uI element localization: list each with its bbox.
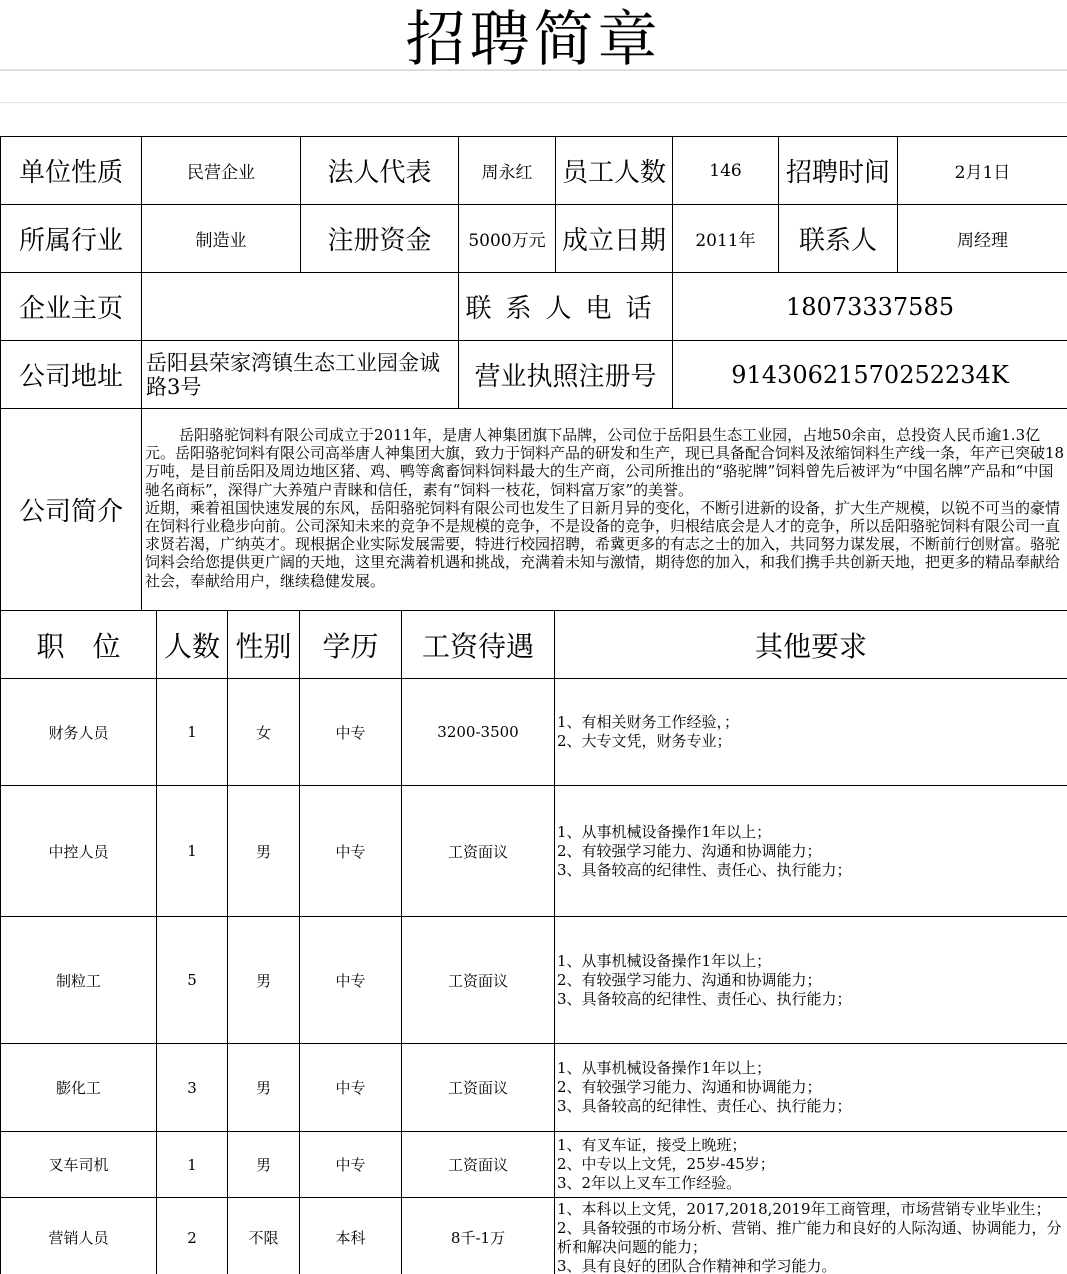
job-salary: 8千-1万 — [402, 1198, 555, 1274]
table-row — [1, 786, 1067, 917]
job-requirements — [555, 1044, 1067, 1132]
address-value: 岳阳县荣家湾镇生态工业园金诚路3号 — [142, 341, 459, 409]
job-gender: 男 — [228, 1132, 300, 1198]
job-education: 本科 — [300, 1198, 402, 1274]
job-salary: 工资面议 — [402, 917, 555, 1044]
job-gender: 男 — [228, 917, 300, 1044]
job-count: 1 — [157, 679, 228, 786]
job-count: 3 — [157, 1044, 228, 1132]
requirement-line: 3、具备较高的纪律性、责任心、执行能力； — [557, 860, 852, 879]
job-count: 1 — [157, 786, 228, 917]
hiring-time-value: 2月1日 — [898, 137, 1067, 205]
requirement-line: 1、从事机械设备操作1年以上； — [557, 822, 772, 841]
job-requirements — [555, 1132, 1067, 1198]
requirement-line: 2、有较强学习能力、沟通和协调能力； — [557, 970, 822, 989]
requirement-line: 2、中专以上文凭，25岁-45岁； — [557, 1155, 775, 1173]
intro-paragraph-1: 岳阳骆驼饲料有限公司成立于2011年，是唐人神集团旗下品牌，公司位于岳阳县生态工业园，占地50余亩，总投资人民币逾1.3亿元。岳阳骆驼饲料有限公司高举唐人神集团大旗，致力于饲料产品的研发和生产，现已具备配合饲料及浓缩饲料生产线一条，年产已突破18万吨，是目前岳阳及周边地区猪、鸡、鸭等禽畜饲料饲料最大的生产商，公司所推出的“骆驼牌”饲料曾先后被评为“中国名牌”产品和“中国驰名商标”，深得广大养殖户青睐和信任，素有“饲料一枝花，饲料富万家”的美誉。 — [145, 426, 1065, 499]
staff-label: 员工人数 — [556, 137, 673, 205]
table-row — [1, 917, 1067, 1044]
header-count: 人数 — [157, 611, 228, 679]
header-position: 职 位 — [1, 611, 157, 679]
job-salary: 工资面议 — [402, 1044, 555, 1132]
job-requirements — [555, 1198, 1067, 1274]
page-title: 招聘简章 — [0, 0, 1067, 71]
requirement-line: 1、有相关财务工作经验，； — [557, 713, 740, 731]
company-info-table — [0, 136, 1067, 611]
hiring-time-label: 招聘时间 — [779, 137, 898, 205]
job-position: 营销人员 — [1, 1198, 157, 1274]
job-requirements — [555, 786, 1067, 917]
header-other: 其他要求 — [555, 611, 1067, 679]
contact-label: 联系人 — [779, 205, 898, 273]
founded-value: 2011年 — [673, 205, 779, 273]
job-position: 财务人员 — [1, 679, 157, 786]
job-salary: 工资面议 — [402, 786, 555, 917]
sheet-gridline — [0, 102, 1067, 103]
job-count: 5 — [157, 917, 228, 1044]
job-education: 中专 — [300, 1044, 402, 1132]
job-requirements — [555, 679, 1067, 786]
requirement-line: 1、有叉车证，接受上晚班； — [557, 1136, 747, 1154]
requirement-line: 2、具备较强的市场分析、营销、推广能力和良好的人际沟通、协调能力，分析和解决问题的能力； — [557, 1218, 1062, 1256]
job-gender: 女 — [228, 679, 300, 786]
job-education: 中专 — [300, 917, 402, 1044]
phone-label: 联系人电话 — [459, 273, 673, 341]
job-position: 中控人员 — [1, 786, 157, 917]
requirement-line: 3、2年以上叉车工作经验。 — [557, 1174, 742, 1192]
intro-label: 公司简介 — [1, 409, 142, 611]
job-gender: 不限 — [228, 1198, 300, 1274]
job-count: 2 — [157, 1198, 228, 1274]
sheet-gridline — [0, 69, 1067, 70]
job-position: 制粒工 — [1, 917, 157, 1044]
address-label: 公司地址 — [1, 341, 142, 409]
job-salary: 3200-3500 — [402, 679, 555, 786]
homepage-value[interactable] — [142, 273, 459, 341]
phone-value: 18073337585 — [673, 273, 1067, 341]
job-requirements — [555, 917, 1067, 1044]
intro-paragraph-2: 近期，乘着祖国快速发展的东风，岳阳骆驼饲料有限公司也发生了日新月异的变化，不断引进新的设备，扩大生产规模，以锐不可当的豪情在饲料行业稳步向前。公司深知未来的竞争不是规模的竞争，不是设备的竞争，归根结底会是人才的竞争，所以岳阳骆驼饲料有限公司一直求贤若渴，广纳英才。现根据企业实际发展需要，特进行校园招聘，希冀更多的有志之士的加入，共同努力谋发展，不断前行创财富。骆驼饲料会给您提供更广阔的天地，这里充满着机遇和挑战，充满着未知与激情，期待您的加入，和我们携手共创新天地，把更多的精品奉献给社会，奉献给用户，继续稳健发展。 — [145, 498, 1061, 590]
job-gender: 男 — [228, 1044, 300, 1132]
founded-label: 成立日期 — [556, 205, 673, 273]
license-value: 91430621570252234K — [673, 341, 1067, 409]
job-education: 中专 — [300, 679, 402, 786]
job-salary: 工资面议 — [402, 1132, 555, 1198]
requirement-line: 1、本科以上文凭，2017,2018,2019年工商管理，市场营销专业毕业生； — [557, 1199, 1051, 1218]
job-position: 膨化工 — [1, 1044, 157, 1132]
intro-text — [142, 409, 1067, 611]
table-row — [1, 679, 1067, 786]
job-education: 中专 — [300, 1132, 402, 1198]
nature-label: 单位性质 — [1, 137, 142, 205]
license-label: 营业执照注册号 — [459, 341, 673, 409]
contact-value: 周经理 — [898, 205, 1067, 273]
staff-value: 146 — [673, 137, 779, 205]
capital-value: 5000万元 — [459, 205, 556, 273]
job-education: 中专 — [300, 786, 402, 917]
nature-value: 民营企业 — [142, 137, 301, 205]
header-salary: 工资待遇 — [402, 611, 555, 679]
header-education: 学历 — [300, 611, 402, 679]
jobs-table — [0, 610, 1067, 1274]
legal-rep-label: 法人代表 — [301, 137, 459, 205]
table-row — [1, 1132, 1067, 1198]
job-count: 1 — [157, 1132, 228, 1198]
table-row — [1, 1198, 1067, 1274]
industry-value: 制造业 — [142, 205, 301, 273]
table-row — [1, 1044, 1067, 1132]
job-gender: 男 — [228, 786, 300, 917]
requirement-line: 1、从事机械设备操作1年以上； — [557, 951, 772, 970]
requirement-line: 3、具备较高的纪律性、责任心、执行能力； — [557, 1097, 852, 1115]
header-gender: 性别 — [228, 611, 300, 679]
job-position: 叉车司机 — [1, 1132, 157, 1198]
legal-rep-value: 周永红 — [459, 137, 556, 205]
industry-label: 所属行业 — [1, 205, 142, 273]
requirement-line: 3、具有良好的团队合作精神和学习能力。 — [557, 1256, 837, 1274]
requirement-line: 2、有较强学习能力、沟通和协调能力； — [557, 1078, 822, 1096]
homepage-label: 企业主页 — [1, 273, 142, 341]
requirement-line: 2、大专文凭，财务专业； — [557, 732, 732, 750]
capital-label: 注册资金 — [301, 205, 459, 273]
requirement-line: 3、具备较高的纪律性、责任心、执行能力； — [557, 989, 852, 1008]
requirement-line: 1、从事机械设备操作1年以上； — [557, 1059, 772, 1077]
requirement-line: 2、有较强学习能力、沟通和协调能力； — [557, 841, 822, 860]
